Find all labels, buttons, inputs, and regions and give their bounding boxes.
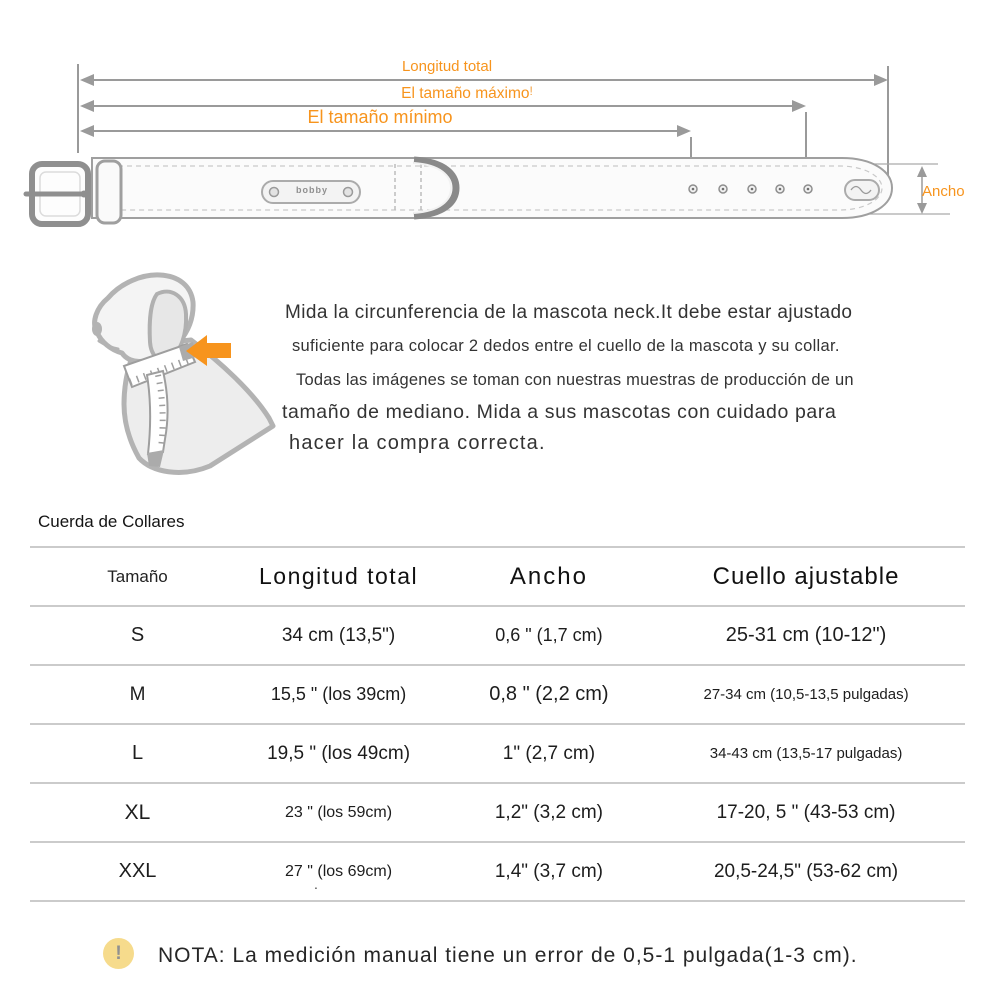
collar-band — [92, 158, 892, 218]
cell-length: 19,5 " (los 49cm) — [267, 742, 411, 764]
total-length-label: Longitud total — [401, 58, 493, 75]
instruction-line-5: hacer la compra correcta. — [289, 432, 546, 454]
instruction-line-2: suficiente para colocar 2 dedos entre el cuello de la mascota y su collar. — [292, 337, 840, 355]
table-row-s — [30, 605, 965, 664]
cell-neck: 17-20, 5 " (43-53 cm) — [716, 801, 896, 823]
brand-plate-text: bobby — [296, 185, 328, 195]
cell-neck: 27-34 cm (10,5-13,5 pulgadas) — [703, 686, 909, 703]
min-size-label: El tamaño mínimo — [307, 107, 453, 127]
buckle — [26, 164, 88, 224]
table-row-xxl — [30, 841, 965, 902]
table-row-xl — [30, 782, 965, 841]
cell-length: 34 cm (13,5") — [281, 624, 396, 646]
cell-neck: 25-31 cm (10-12") — [725, 624, 887, 646]
keeper-loop — [97, 161, 121, 223]
cell-size: S — [130, 624, 145, 646]
note-text: NOTA: La medición manual tiene un error de 0,5-1 pulgada(1-3 cm). — [158, 944, 858, 967]
cell-width: 1" (2,7 cm) — [502, 742, 596, 764]
cell-size: XXL — [118, 860, 157, 882]
instruction-line-4: tamaño de mediano. Mida a sus mascotas con cuidado para — [282, 401, 837, 423]
dog-nose — [92, 322, 102, 336]
cell-width: 1,4" (3,7 cm) — [494, 860, 603, 882]
cell-width: 0,6 " (1,7 cm) — [495, 625, 603, 645]
cell-neck: 20,5-24,5" (53-62 cm) — [713, 860, 899, 882]
max-size-label-text: El tamaño máximo — [401, 85, 530, 102]
max-size-label-mark: ! — [529, 84, 533, 98]
size-table — [30, 546, 965, 902]
cell-size: M — [129, 683, 146, 705]
cell-width: 0,8 " (2,2 cm) — [489, 683, 609, 705]
collar-diagram-illustration — [0, 0, 1000, 260]
table-title: Cuerda de Collares — [38, 512, 185, 531]
header-adjustable-neck: Cuello ajustable — [712, 562, 900, 590]
cell-size: XL — [124, 800, 151, 824]
instruction-line-3: Todas las imágenes se toman con nuestras muestras de producción de un — [296, 371, 854, 389]
cell-width: 1,2" (3,2 cm) — [494, 801, 603, 823]
cell-length: 23 " (los 59cm) — [285, 803, 393, 821]
header-total-length: Longitud total — [258, 563, 419, 589]
cell-length: 27 " (los 69cm) — [285, 862, 393, 880]
exclamation-icon: ! — [103, 938, 134, 969]
end-tag — [845, 180, 879, 200]
cell-length: 15,5 " (los 39cm) — [270, 684, 407, 704]
instruction-line-1: Mida la circunferencia de la mascota neck.It debe estar ajustado — [285, 302, 853, 323]
table-row-l — [30, 723, 965, 782]
width-label: Ancho — [922, 183, 965, 200]
table-header-row — [30, 546, 965, 605]
stray-dot-artifact: . — [314, 876, 318, 892]
header-width: Ancho — [509, 562, 588, 590]
cell-size: L — [131, 742, 144, 764]
table-row-m — [30, 664, 965, 723]
max-size-label — [367, 84, 567, 103]
dog-measurement-illustration — [40, 265, 290, 485]
header-size: Tamaño — [107, 566, 168, 586]
cell-neck: 34-43 cm (13,5-17 pulgadas) — [709, 745, 903, 762]
